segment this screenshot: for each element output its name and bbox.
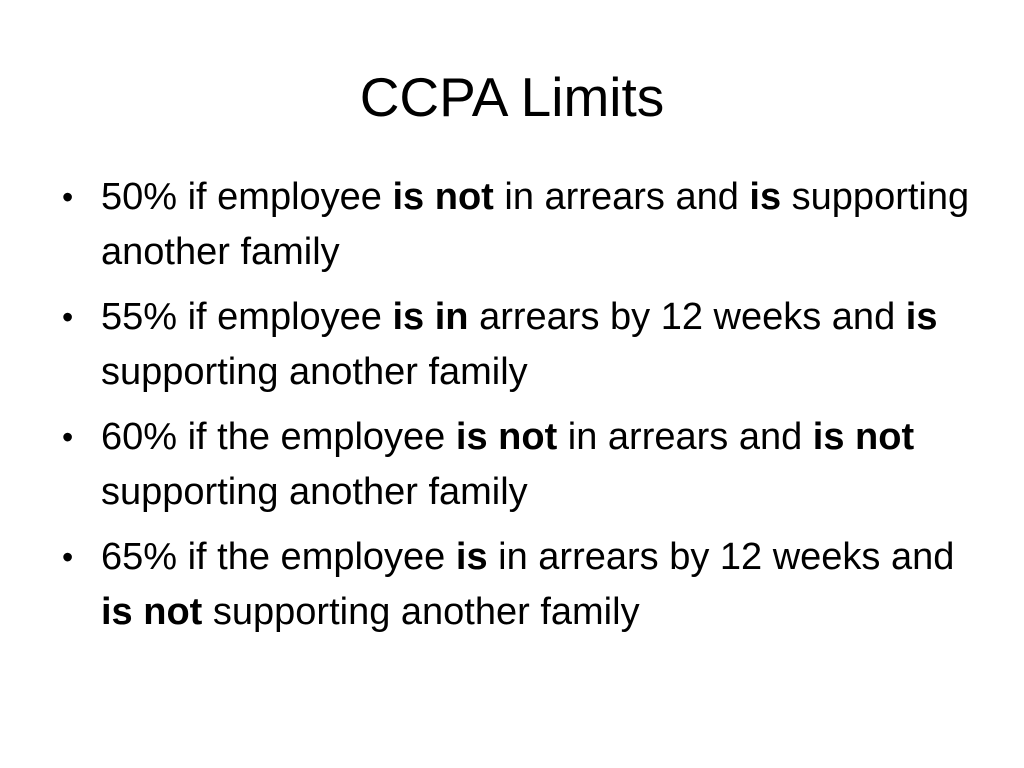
bullet-text-segment: supporting another family bbox=[101, 351, 528, 393]
bullet-marker: • bbox=[62, 419, 74, 455]
bullet-text-segment: in arrears and bbox=[493, 176, 750, 218]
bullet-text-emphasis: is not bbox=[812, 416, 915, 458]
bullet-marker: • bbox=[62, 179, 74, 215]
bullet-text-segment: supporting another family bbox=[101, 471, 528, 513]
bullet-text-emphasis: is bbox=[749, 176, 782, 218]
bullet-text-segment: 50% if employee bbox=[101, 176, 393, 218]
slide-title: CCPA Limits bbox=[359, 66, 665, 128]
bullet-marker: • bbox=[62, 539, 74, 575]
bullet-text-segment: supporting another family bbox=[202, 591, 640, 633]
bullet-text-segment: 55% if employee bbox=[101, 296, 393, 338]
bullet-text-emphasis: is not bbox=[392, 176, 494, 218]
bullet-list bbox=[56, 170, 986, 650]
bullet-text-emphasis: is in bbox=[392, 296, 469, 338]
bullet-text-segment: 65% if the employee bbox=[101, 536, 456, 578]
bullet-item bbox=[56, 530, 986, 640]
bullet-text-segment: supporting another family bbox=[101, 176, 970, 273]
bullet-text-segment: in arrears by 12 weeks and bbox=[487, 536, 955, 578]
bullet-text-segment: in arrears and bbox=[557, 416, 813, 458]
bullet-text-emphasis: is bbox=[905, 296, 938, 338]
bullet-item bbox=[56, 170, 986, 280]
bullet-text-segment: 60% if the employee bbox=[101, 416, 456, 458]
bullet-text-segment: arrears by 12 weeks and bbox=[468, 296, 906, 338]
bullet-marker: • bbox=[62, 299, 74, 335]
bullet-item bbox=[56, 410, 986, 520]
bullet-text-emphasis: is bbox=[455, 536, 488, 578]
bullet-item bbox=[56, 290, 986, 400]
bullet-text-emphasis: is not bbox=[101, 591, 203, 633]
bullet-text-emphasis: is not bbox=[455, 416, 558, 458]
